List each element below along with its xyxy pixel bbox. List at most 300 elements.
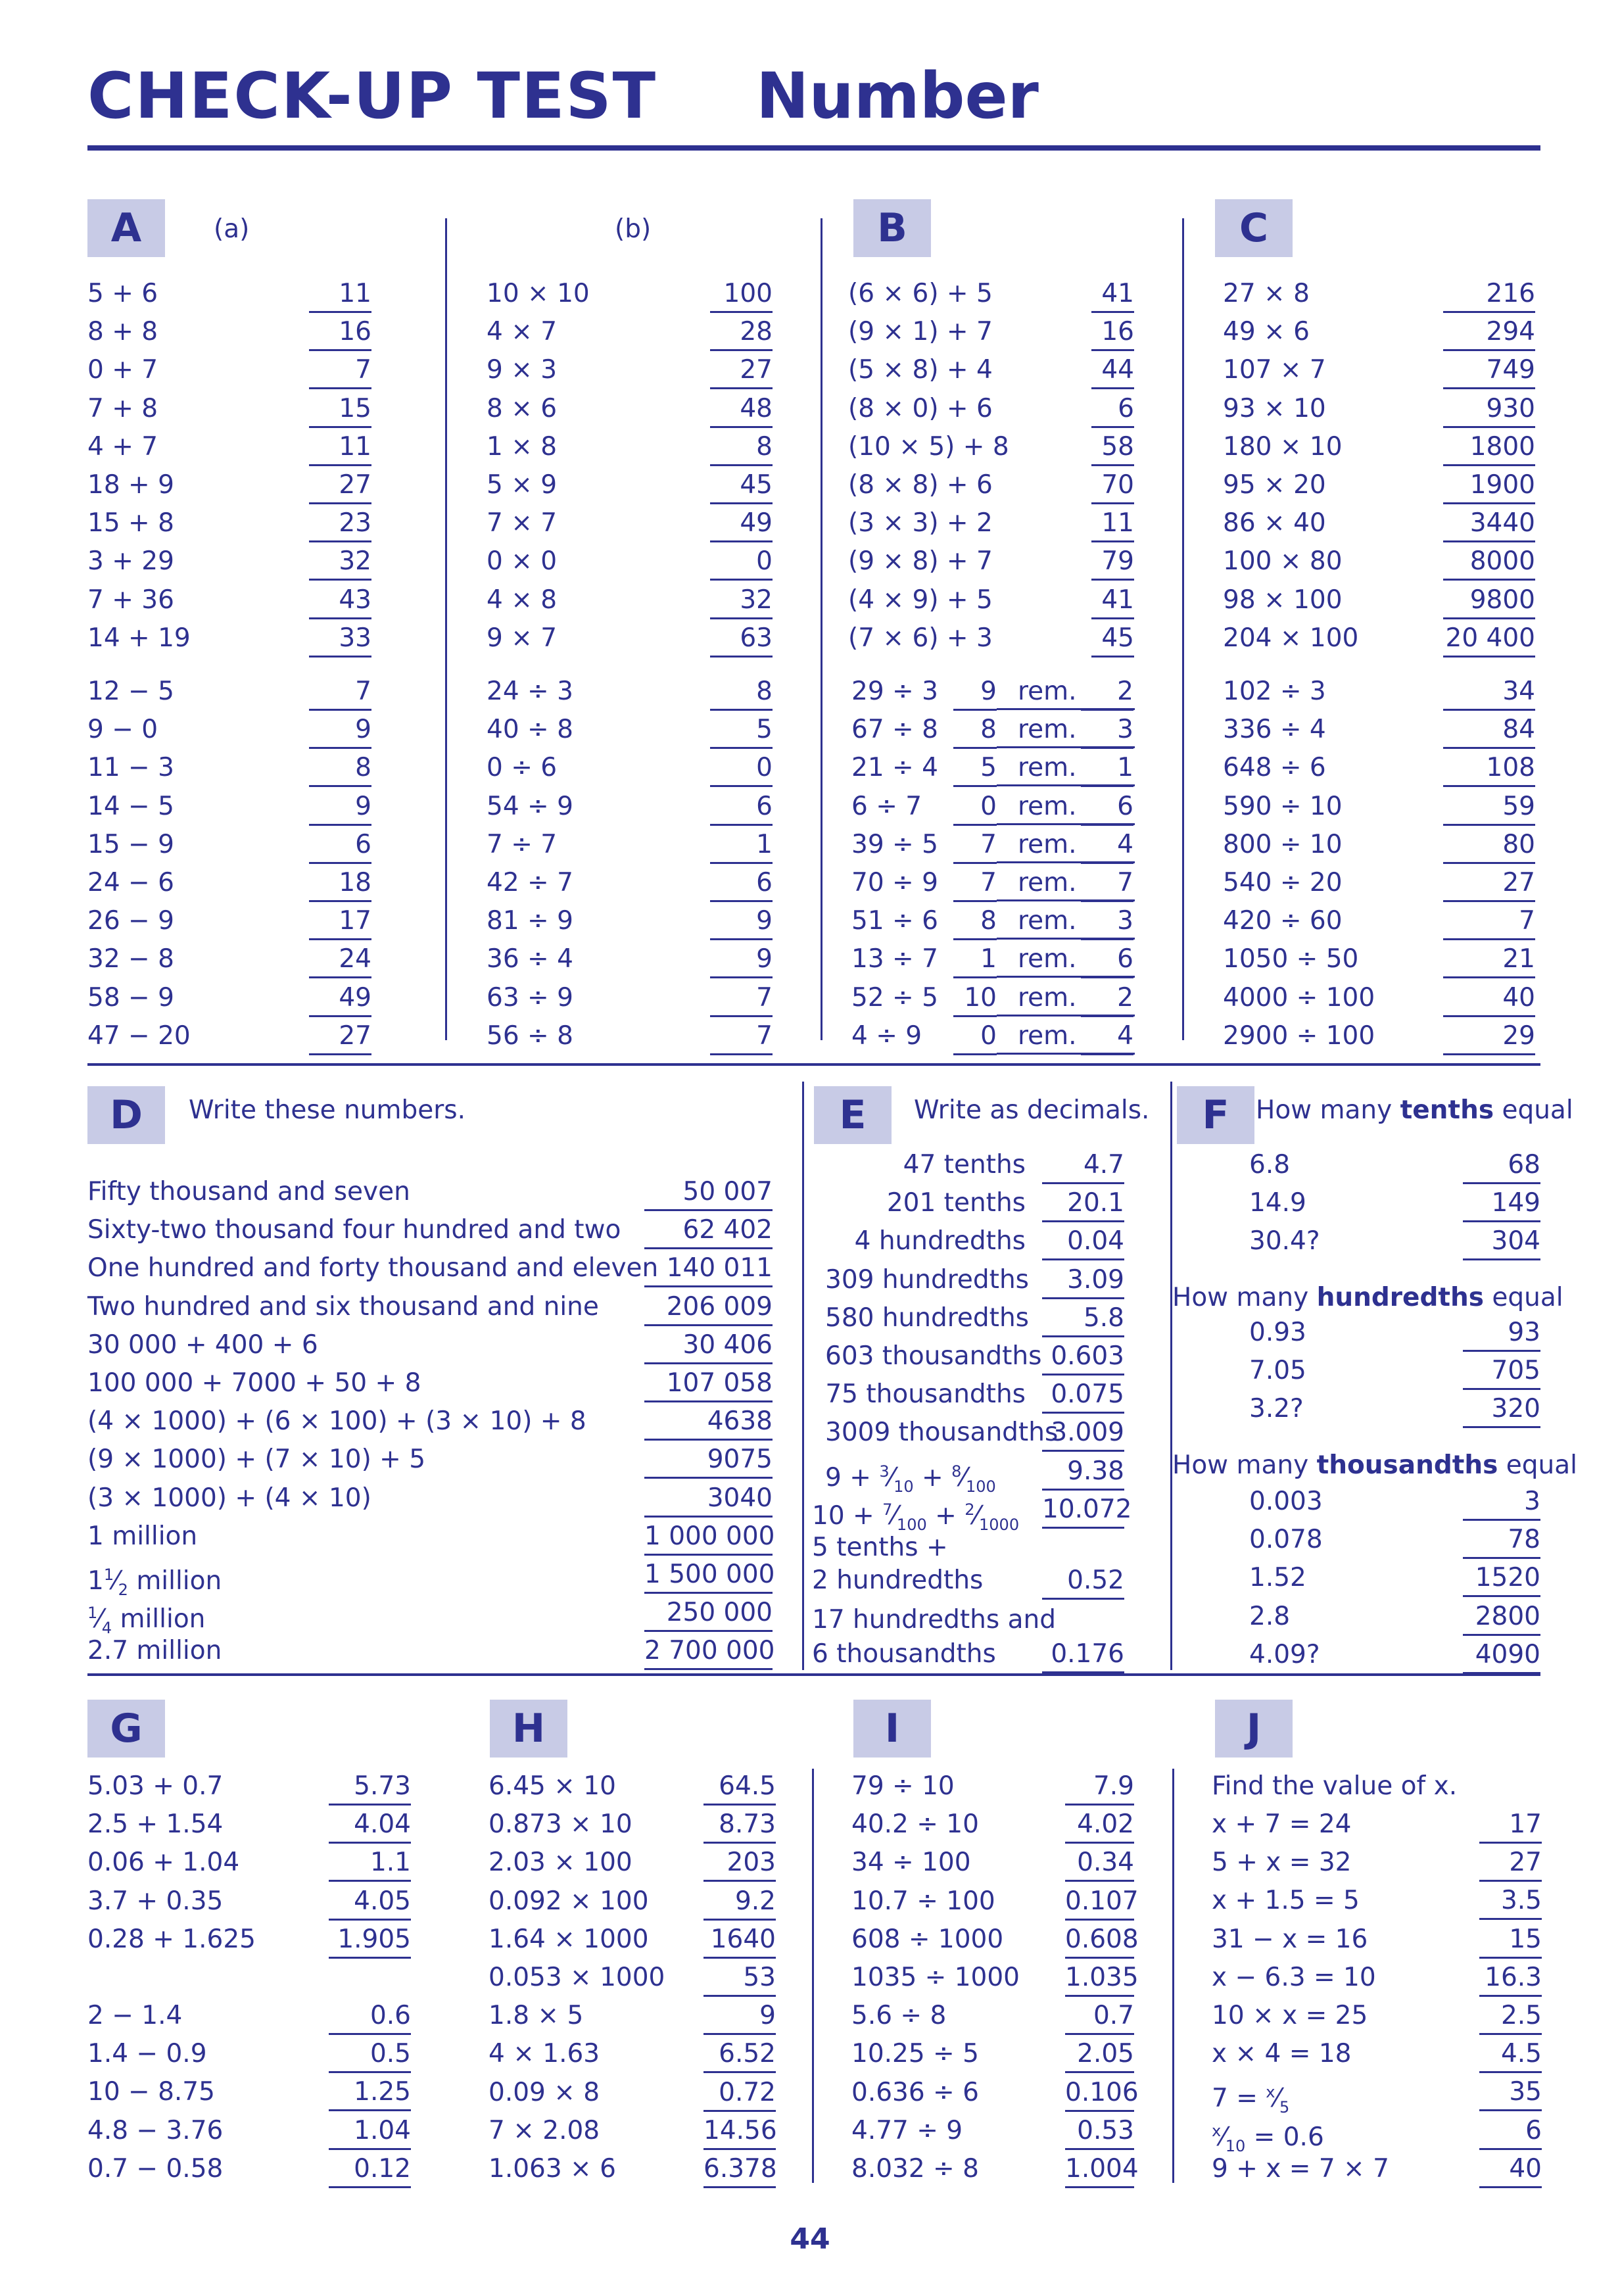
answer: 0.106 <box>1065 2074 1134 2112</box>
quotient-answer: 9 <box>953 673 997 711</box>
equation: x + 1.5 = 5 <box>1212 1886 1360 1916</box>
answer: 0 <box>710 749 773 787</box>
remainder-answer: 4 <box>1081 1017 1133 1055</box>
answer: 3440 <box>1443 504 1535 542</box>
question: 540 ÷ 20 <box>1223 868 1343 897</box>
question: 70 ÷ 9 <box>851 868 938 897</box>
question: 10 − 8.75 <box>87 2077 215 2107</box>
question: 10 × 10 <box>487 279 590 308</box>
answer: 53 <box>703 1959 776 1997</box>
equation: $^x⁄_{10} = 0.6$ <box>1212 2121 1324 2155</box>
question: 3009 thousandths <box>825 1418 1059 1448</box>
header-rule <box>87 145 1540 151</box>
question: 9 × 7 <box>487 623 558 653</box>
answer: 70 <box>1091 466 1134 504</box>
answer: 4090 <box>1463 1636 1540 1674</box>
question: 93 × 10 <box>1223 393 1326 423</box>
answer: 6 <box>309 826 371 864</box>
number-description: One hundred and forty thousand and eleven <box>87 1253 659 1283</box>
answer: 9 <box>703 1997 776 2035</box>
answer: 30 406 <box>644 1326 773 1364</box>
number-description: Sixty-two thousand four hundred and two <box>87 1215 621 1245</box>
question: 49 × 6 <box>1223 317 1310 347</box>
question: (6 × 6) + 5 <box>848 279 993 308</box>
question: 86 × 40 <box>1223 508 1326 538</box>
fraction-sum: $9 + ^3⁄_{10}$ + $^8⁄_{100}$ <box>825 1462 996 1496</box>
answer: 79 <box>1091 542 1134 581</box>
question: 3.2? <box>1249 1394 1304 1424</box>
answer: 58 <box>1091 428 1134 466</box>
question: 1035 ÷ 1000 <box>851 1963 1020 1992</box>
answer: 0.608 <box>1065 1921 1134 1959</box>
question: 4.8 − 3.76 <box>87 2115 224 2145</box>
answer: 9075 <box>644 1441 773 1479</box>
answer: 8 <box>309 749 371 787</box>
remainder-word: rem. <box>1018 906 1077 936</box>
answer: 1800 <box>1443 428 1535 466</box>
answer: 0 <box>710 542 773 581</box>
answer: 18 <box>309 864 371 902</box>
question: 6 thousandths <box>812 1639 996 1669</box>
question: 5 × 9 <box>487 470 558 500</box>
question: 47 tenths <box>903 1150 1026 1180</box>
answer: 6 <box>710 864 773 902</box>
remainder-underline <box>997 861 1135 863</box>
answer: 705 <box>1463 1352 1540 1390</box>
section-badge: I <box>853 1700 931 1758</box>
section-badge: H <box>490 1700 567 1758</box>
answer: 320 <box>1463 1390 1540 1428</box>
answer: 68 <box>1463 1146 1540 1184</box>
answer: 108 <box>1443 749 1535 787</box>
column-divider <box>445 218 447 1040</box>
question: 5.6 ÷ 8 <box>851 2001 947 2031</box>
answer: 4638 <box>644 1402 773 1441</box>
question: 0 × 0 <box>487 546 558 577</box>
answer: 1 <box>710 826 773 864</box>
question: (4 × 9) + 5 <box>848 585 993 615</box>
question: (5 × 8) + 4 <box>848 355 993 385</box>
answer: 27 <box>309 466 371 504</box>
answer: 294 <box>1443 313 1535 351</box>
answer: 80 <box>1443 826 1535 864</box>
section-badge: J <box>1215 1700 1293 1758</box>
answer: 20 400 <box>1443 619 1535 658</box>
question: 4.77 ÷ 9 <box>851 2115 963 2145</box>
question: 47 − 20 <box>87 1020 191 1051</box>
question: 39 ÷ 5 <box>851 829 938 859</box>
question: 17 hundredths and <box>812 1605 1056 1635</box>
answer: 0.04 <box>1042 1222 1124 1260</box>
question: 7 × 7 <box>487 508 558 538</box>
answer: 20.1 <box>1042 1184 1124 1222</box>
answer: 16 <box>1091 313 1134 351</box>
answer: 304 <box>1463 1222 1540 1260</box>
answer: 27 <box>309 1017 371 1055</box>
answer: 33 <box>309 619 371 658</box>
answer: 0.52 <box>1042 1562 1124 1600</box>
answer: 9.2 <box>703 1882 776 1921</box>
answer: 749 <box>1443 351 1535 389</box>
question: 5.03 + 0.7 <box>87 1771 224 1801</box>
question: 5 + 6 <box>87 279 158 308</box>
question: 24 − 6 <box>87 868 174 897</box>
answer: 9 <box>309 788 371 826</box>
answer: 1.035 <box>1065 1959 1134 1997</box>
question: 4 ÷ 9 <box>851 1020 922 1051</box>
answer: 2.05 <box>1065 2035 1134 2073</box>
question: 0.28 + 1.625 <box>87 1924 256 1954</box>
question: 7 + 8 <box>87 393 158 423</box>
section-badge: A <box>87 199 165 257</box>
section-heading: How many tenths equal <box>1256 1095 1573 1125</box>
answer: 1640 <box>703 1921 776 1959</box>
quotient-answer: 7 <box>953 864 997 902</box>
answer: 41 <box>1091 581 1134 619</box>
answer: 41 <box>1091 275 1134 313</box>
question: 9 × 3 <box>487 355 558 385</box>
column-divider <box>802 1082 804 1670</box>
question: 29 ÷ 3 <box>851 677 938 706</box>
answer: 3.5 <box>1479 1882 1542 1920</box>
answer: 50 007 <box>644 1173 773 1211</box>
remainder-answer: 3 <box>1081 711 1133 749</box>
answer: 23 <box>309 504 371 542</box>
answer: 1 000 000 <box>644 1518 773 1556</box>
quotient-answer: 10 <box>953 979 997 1017</box>
answer: 2800 <box>1463 1598 1540 1636</box>
quotient-answer: 0 <box>953 788 997 826</box>
answer: 43 <box>309 581 371 619</box>
question: 7 + 36 <box>87 585 174 615</box>
question: 0.636 ÷ 6 <box>851 2077 979 2107</box>
question: 58 − 9 <box>87 982 174 1013</box>
answer: 8 <box>710 428 773 466</box>
remainder-underline <box>997 784 1135 786</box>
question: 24 ÷ 3 <box>487 677 573 706</box>
question: 204 × 100 <box>1223 623 1359 653</box>
answer: 250 000 <box>644 1594 773 1632</box>
question: (3 × 3) + 2 <box>848 508 993 538</box>
answer: 14.56 <box>703 2112 776 2150</box>
question: 4 + 7 <box>87 431 158 462</box>
column-divider <box>1182 218 1184 1040</box>
question: 1050 ÷ 50 <box>1223 944 1359 974</box>
remainder-underline <box>997 899 1135 901</box>
remainder-word: rem. <box>1018 753 1077 783</box>
quotient-answer: 5 <box>953 749 997 787</box>
remainder-underline <box>997 1015 1135 1016</box>
question: 0.09 × 8 <box>488 2077 600 2107</box>
question: (10 × 5) + 8 <box>848 431 1009 462</box>
answer: 49 <box>309 979 371 1017</box>
answer: 7 <box>710 979 773 1017</box>
number-description: $1^1⁄_2$ million <box>87 1566 222 1599</box>
answer: 59 <box>1443 788 1535 826</box>
remainder-answer: 6 <box>1081 788 1133 826</box>
remainder-word: rem. <box>1018 944 1077 974</box>
answer: 140 011 <box>644 1249 773 1287</box>
answer: 6.378 <box>703 2150 776 2188</box>
answer: 7 <box>309 351 371 389</box>
column-label-b: (b) <box>615 214 652 244</box>
answer: 16 <box>309 313 371 351</box>
remainder-word: rem. <box>1018 791 1077 821</box>
question: 5 tenths + <box>812 1533 948 1562</box>
answer: 4.7 <box>1042 1146 1124 1184</box>
question: 42 ÷ 7 <box>487 868 573 897</box>
number-description: 100 000 + 7000 + 50 + 8 <box>87 1368 421 1398</box>
answer: 34 <box>1443 673 1535 711</box>
question: 309 hundredths <box>825 1264 1030 1295</box>
section-heading: Write as decimals. <box>914 1095 1150 1125</box>
answer: 28 <box>710 313 773 351</box>
question: 15 − 9 <box>87 829 174 859</box>
question: 36 ÷ 4 <box>487 944 573 974</box>
question: 34 ÷ 100 <box>851 1848 971 1878</box>
remainder-answer: 1 <box>1081 749 1133 787</box>
question: 8.032 ÷ 8 <box>851 2154 979 2184</box>
question: 32 − 8 <box>87 944 174 974</box>
question: 1.4 − 0.9 <box>87 2039 207 2069</box>
answer: 0.7 <box>1065 1997 1134 2035</box>
question: 4.09? <box>1249 1639 1320 1669</box>
question: 7.05 <box>1249 1356 1306 1386</box>
answer: 35 <box>1479 2073 1542 2111</box>
question: 30.4? <box>1249 1226 1320 1256</box>
answer: 3 <box>1463 1483 1540 1521</box>
section-badge: C <box>1215 199 1293 257</box>
answer: 3.09 <box>1042 1261 1124 1299</box>
answer: 11 <box>309 275 371 313</box>
question: (8 × 8) + 6 <box>848 470 993 500</box>
question: 27 × 8 <box>1223 279 1310 308</box>
remainder-word: rem. <box>1018 715 1077 745</box>
answer: 7.9 <box>1065 1767 1134 1806</box>
answer: 27 <box>710 351 773 389</box>
answer: 11 <box>309 428 371 466</box>
remainder-answer: 3 <box>1081 902 1133 940</box>
answer: 32 <box>309 542 371 581</box>
remainder-underline <box>997 708 1135 710</box>
section-badge: B <box>853 199 931 257</box>
question: 40.2 ÷ 10 <box>851 1809 979 1840</box>
question: 648 ÷ 6 <box>1223 753 1326 783</box>
answer: 1.1 <box>329 1844 411 1882</box>
question: (7 × 6) + 3 <box>848 623 993 653</box>
question: 1.64 × 1000 <box>488 1924 649 1954</box>
question: 18 + 9 <box>87 470 174 500</box>
question: 95 × 20 <box>1223 470 1326 500</box>
answer: 7 <box>309 673 371 711</box>
question: 40 ÷ 8 <box>487 715 573 745</box>
question: 10.25 ÷ 5 <box>851 2039 979 2069</box>
question: 0.078 <box>1249 1525 1323 1555</box>
remainder-answer: 4 <box>1081 826 1133 864</box>
section-badge: F <box>1177 1086 1254 1144</box>
question: 63 ÷ 9 <box>487 982 573 1013</box>
question: 3 + 29 <box>87 546 174 577</box>
remainder-answer: 2 <box>1081 979 1133 1017</box>
answer: 1520 <box>1463 1559 1540 1597</box>
answer: 6.52 <box>703 2035 776 2073</box>
section-heading: Find the value of x. <box>1212 1771 1458 1801</box>
remainder-word: rem. <box>1018 982 1077 1013</box>
answer: 40 <box>1479 2150 1542 2188</box>
question: 2.03 × 100 <box>488 1848 632 1878</box>
answer: 0.176 <box>1042 1635 1124 1673</box>
answer: 5 <box>710 711 773 749</box>
page-number: 44 <box>790 2222 830 2256</box>
question: 2900 ÷ 100 <box>1223 1020 1375 1051</box>
question: 4 × 7 <box>487 317 558 347</box>
answer: 107 058 <box>644 1364 773 1402</box>
number-description: Two hundred and six thousand and nine <box>87 1291 599 1322</box>
quotient-answer: 0 <box>953 1017 997 1055</box>
answer: 4.5 <box>1479 2035 1542 2073</box>
question: 1 × 8 <box>487 431 558 462</box>
equation: $7 = ^x⁄_5$ <box>1212 2083 1290 2117</box>
answer: 2 700 000 <box>644 1632 773 1670</box>
question: 7 ÷ 7 <box>487 829 558 859</box>
answer: 27 <box>1479 1844 1542 1882</box>
equation: 31 − x = 16 <box>1212 1924 1368 1954</box>
section-badge: D <box>87 1086 165 1144</box>
answer: 49 <box>710 504 773 542</box>
question: 15 + 8 <box>87 508 174 538</box>
column-divider <box>1170 1082 1172 1670</box>
answer: 8 <box>710 673 773 711</box>
answer: 4.05 <box>329 1882 411 1921</box>
number-description: 2.7 million <box>87 1636 222 1666</box>
answer: 27 <box>1443 864 1535 902</box>
question: 0 + 7 <box>87 355 158 385</box>
answer: 4.04 <box>329 1806 411 1844</box>
number-description: (3 × 1000) + (4 × 10) <box>87 1483 371 1513</box>
answer: 8.73 <box>703 1806 776 1844</box>
answer: 9 <box>710 902 773 940</box>
answer: 17 <box>309 902 371 940</box>
remainder-underline <box>997 938 1135 940</box>
remainder-word: rem. <box>1018 1020 1077 1051</box>
remainder-underline <box>997 823 1135 825</box>
page-title: CHECK-UP TEST <box>87 59 657 133</box>
question: 56 ÷ 8 <box>487 1020 573 1051</box>
answer: 1.004 <box>1065 2150 1134 2188</box>
equation: x × 4 = 18 <box>1212 2039 1352 2069</box>
question: 14 + 19 <box>87 623 191 653</box>
section-divider <box>87 1673 1540 1676</box>
question: 4 × 1.63 <box>488 2039 600 2069</box>
question: 1.8 × 5 <box>488 2001 584 2031</box>
remainder-underline <box>997 746 1135 748</box>
question: 79 ÷ 10 <box>851 1771 955 1801</box>
answer: 29 <box>1443 1017 1535 1055</box>
answer: 64.5 <box>703 1767 776 1806</box>
answer: 24 <box>309 940 371 978</box>
number-description: $^1⁄_4$ million <box>87 1604 206 1637</box>
answer: 0.6 <box>329 1997 411 2035</box>
question: 0.873 × 10 <box>488 1809 632 1840</box>
question: 0.93 <box>1249 1318 1306 1347</box>
question: 6.8 <box>1249 1150 1291 1180</box>
answer: 0.34 <box>1065 1844 1134 1882</box>
section-divider <box>87 1063 1540 1066</box>
remainder-answer: 2 <box>1081 673 1133 711</box>
question: 580 hundredths <box>825 1303 1030 1333</box>
remainder-answer: 6 <box>1081 940 1133 978</box>
answer: 3.009 <box>1042 1414 1124 1452</box>
answer: 7 <box>710 1017 773 1055</box>
answer: 1 500 000 <box>644 1556 773 1594</box>
page-topic: Number <box>756 59 1039 133</box>
quotient-answer: 8 <box>953 902 997 940</box>
answer: 9.38 <box>1042 1452 1124 1491</box>
question: 201 tenths <box>886 1188 1026 1218</box>
answer: 62 402 <box>644 1211 773 1249</box>
question: 800 ÷ 10 <box>1223 829 1343 859</box>
question: 4000 ÷ 100 <box>1223 982 1375 1013</box>
question: 81 ÷ 9 <box>487 906 573 936</box>
remainder-word: rem. <box>1018 829 1077 859</box>
question: 10.7 ÷ 100 <box>851 1886 995 1916</box>
answer: 3040 <box>644 1479 773 1518</box>
question: 107 × 7 <box>1223 355 1326 385</box>
question: 0.003 <box>1249 1487 1323 1516</box>
answer: 2.5 <box>1479 1997 1542 2035</box>
question: 1.063 × 6 <box>488 2154 616 2184</box>
remainder-underline <box>997 976 1135 978</box>
answer: 0.72 <box>703 2074 776 2112</box>
answer: 9 <box>309 711 371 749</box>
question: 3.7 + 0.35 <box>87 1886 224 1916</box>
answer: 1.25 <box>329 2073 411 2111</box>
question: 603 thousandths <box>825 1341 1042 1371</box>
equation: 9 + x = 7 × 7 <box>1212 2153 1389 2184</box>
answer: 203 <box>703 1844 776 1882</box>
fraction-sum: $10 + ^7⁄_{100}$ + $^2⁄_{1000}$ <box>812 1500 1020 1534</box>
answer: 0.53 <box>1065 2112 1134 2150</box>
answer: 6 <box>710 788 773 826</box>
question: 98 × 100 <box>1223 585 1343 615</box>
answer: 0.603 <box>1042 1337 1124 1375</box>
answer: 8000 <box>1443 542 1535 581</box>
question: 7 × 2.08 <box>488 2115 600 2145</box>
answer: 84 <box>1443 711 1535 749</box>
section-badge: G <box>87 1700 165 1758</box>
question: 100 × 80 <box>1223 546 1343 577</box>
answer: 44 <box>1091 351 1134 389</box>
answer: 63 <box>710 619 773 658</box>
answer: 0.5 <box>329 2035 411 2073</box>
answer: 9 <box>710 940 773 978</box>
number-description: Fifty thousand and seven <box>87 1177 410 1207</box>
number-description: (4 × 1000) + (6 × 100) + (3 × 10) + 8 <box>87 1406 586 1437</box>
answer: 45 <box>710 466 773 504</box>
question: (8 × 0) + 6 <box>848 393 993 423</box>
question: 4 × 8 <box>487 585 558 615</box>
equation: 10 × x = 25 <box>1212 2001 1368 2030</box>
column-divider <box>812 1769 814 2183</box>
answer: 21 <box>1443 940 1535 978</box>
answer: 216 <box>1443 275 1535 313</box>
column-label-a: (a) <box>214 214 250 244</box>
question: 0 ÷ 6 <box>487 753 558 783</box>
column-divider <box>821 218 822 1040</box>
question: 9 − 0 <box>87 715 158 745</box>
question: 8 + 8 <box>87 317 158 347</box>
answer: 17 <box>1479 1806 1542 1844</box>
